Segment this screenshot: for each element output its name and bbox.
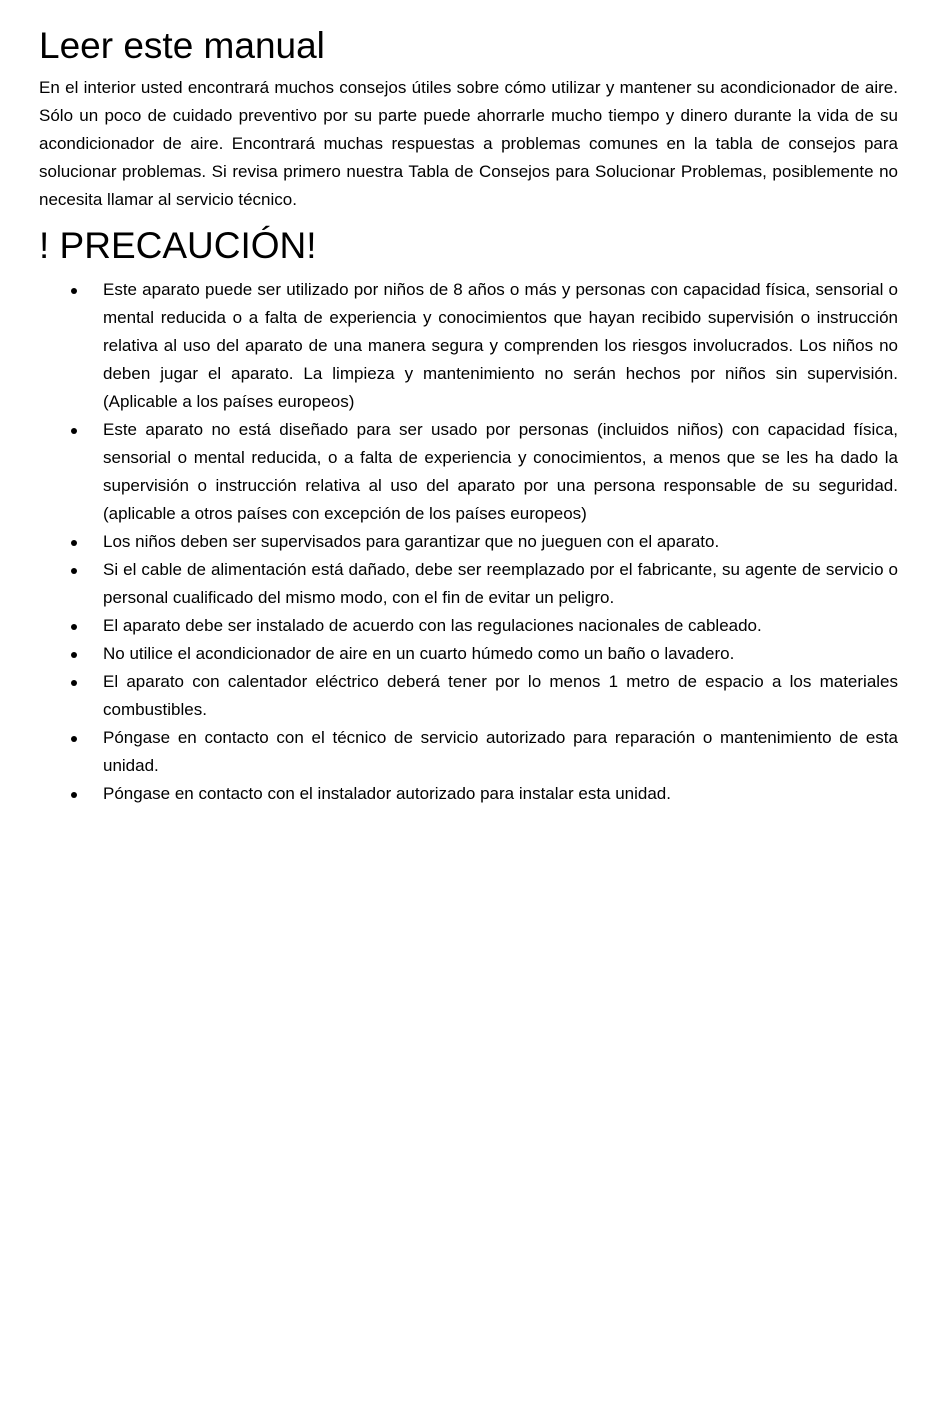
bullet-icon	[71, 288, 77, 294]
bullet-icon	[71, 568, 77, 574]
list-item	[39, 556, 898, 612]
list-item-text: No utilice el acondicionador de aire en un cuarto húmedo como un baño o lavadero.	[103, 644, 735, 663]
list-item	[39, 780, 898, 808]
list-item	[39, 640, 898, 668]
list-item-text: Este aparato no está diseñado para ser usado por personas (incluidos niños) con capacidad física, sensorial o mental reducida, o a falta de experiencia y conocimientos, a menos que se les ha dado la supervisión o instrucción relativa al uso del aparato por una persona responsable de su seguridad. (aplicable a otros países con excepción de los países europeos)	[103, 420, 898, 523]
bullet-icon	[71, 736, 77, 742]
list-item-text: Los niños deben ser supervisados para garantizar que no jueguen con el aparato.	[103, 532, 720, 551]
caution-list	[39, 276, 898, 808]
list-item	[39, 528, 898, 556]
bullet-icon	[71, 680, 77, 686]
bullet-icon	[71, 624, 77, 630]
list-item	[39, 276, 898, 416]
list-item-text: Este aparato puede ser utilizado por niños de 8 años o más y personas con capacidad física, sensorial o mental reducida o a falta de experiencia y conocimientos que hayan recibido supervisión o instrucción relativa al uso del aparato de una manera segura y comprenden los riesgos involucrados. Los niños no deben jugar el aparato. La limpieza y mantenimiento no serán hechos por niños sin supervisión. (Aplicable a los países europeos)	[103, 280, 898, 411]
list-item-text: El aparato con calentador eléctrico deberá tener por lo menos 1 metro de espacio a los materiales combustibles.	[103, 672, 898, 719]
list-item	[39, 724, 898, 780]
list-item-text: Póngase en contacto con el instalador autorizado para instalar esta unidad.	[103, 784, 671, 803]
list-item-text: Si el cable de alimentación está dañado, debe ser reemplazado por el fabricante, su agente de servicio o personal cualificado del mismo modo, con el fin de evitar un peligro.	[103, 560, 898, 607]
intro-paragraph: En el interior usted encontrará muchos consejos útiles sobre cómo utilizar y mantener su acondicionador de aire. Sólo un poco de cuidado preventivo por su parte puede ahorrarle mucho tiempo y dinero durante la vida de su acondicionador de aire. Encontrará muchas respuestas a problemas comunes en la tabla de consejos para solucionar problemas. Si revisa primero nuestra Tabla de Consejos para Solucionar Problemas, posiblemente no necesita llamar al servicio técnico.	[39, 78, 898, 209]
list-item-text: Póngase en contacto con el técnico de servicio autorizado para reparación o mantenimiento de esta unidad.	[103, 728, 898, 775]
bullet-icon	[71, 540, 77, 546]
list-item	[39, 668, 898, 724]
list-item	[39, 416, 898, 528]
bullet-icon	[71, 428, 77, 434]
bullet-icon	[71, 652, 77, 658]
caution-heading: ! PRECAUCIÓN!	[39, 225, 317, 266]
list-item	[39, 612, 898, 640]
list-item-text: El aparato debe ser instalado de acuerdo con las regulaciones nacionales de cableado.	[103, 616, 762, 635]
bullet-icon	[71, 792, 77, 798]
manual-heading: Leer este manual	[39, 25, 325, 66]
